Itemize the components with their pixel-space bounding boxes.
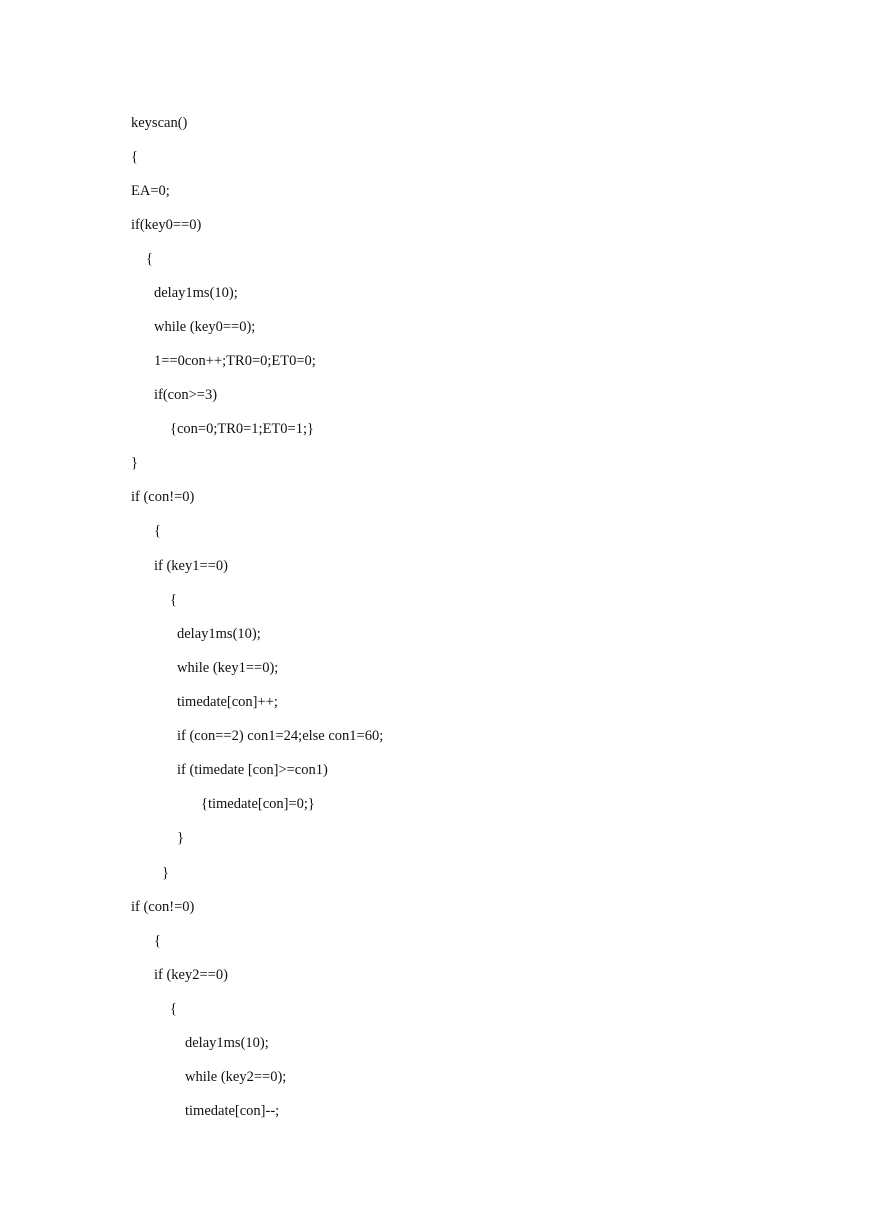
code-line: while (key1==0); — [177, 660, 279, 676]
code-line: { — [131, 149, 138, 165]
code-line: 1==0con++;TR0=0;ET0=0; — [154, 353, 316, 369]
code-line: while (key2==0); — [185, 1069, 287, 1085]
code-line: { — [170, 592, 177, 608]
code-line: if (con!=0) — [131, 489, 195, 505]
code-line: if (con!=0) — [131, 899, 195, 915]
code-line: keyscan() — [131, 115, 188, 131]
code-line: delay1ms(10); — [185, 1035, 269, 1051]
code-line: if(con>=3) — [154, 387, 218, 403]
code-line: {con=0;TR0=1;ET0=1;} — [170, 421, 314, 437]
code-line: while (key0==0); — [154, 319, 256, 335]
code-line: {timedate[con]=0;} — [201, 796, 315, 812]
code-line: } — [131, 455, 138, 471]
code-line: if(key0==0) — [131, 217, 202, 233]
code-line: { — [170, 1001, 177, 1017]
code-line: } — [162, 865, 169, 881]
code-line: timedate[con]++; — [177, 694, 278, 710]
code-line: } — [177, 830, 184, 846]
code-line: if (con==2) con1=24;else con1=60; — [177, 728, 384, 744]
code-line: delay1ms(10); — [154, 285, 238, 301]
code-line: if (timedate [con]>=con1) — [177, 762, 328, 778]
code-line: timedate[con]--; — [185, 1103, 280, 1119]
code-line: if (key1==0) — [154, 558, 228, 574]
code-line: { — [146, 251, 153, 267]
code-line: { — [154, 523, 161, 539]
code-line: { — [154, 933, 161, 949]
code-line: delay1ms(10); — [177, 626, 261, 642]
code-line: if (key2==0) — [154, 967, 228, 983]
code-line: EA=0; — [131, 183, 170, 199]
